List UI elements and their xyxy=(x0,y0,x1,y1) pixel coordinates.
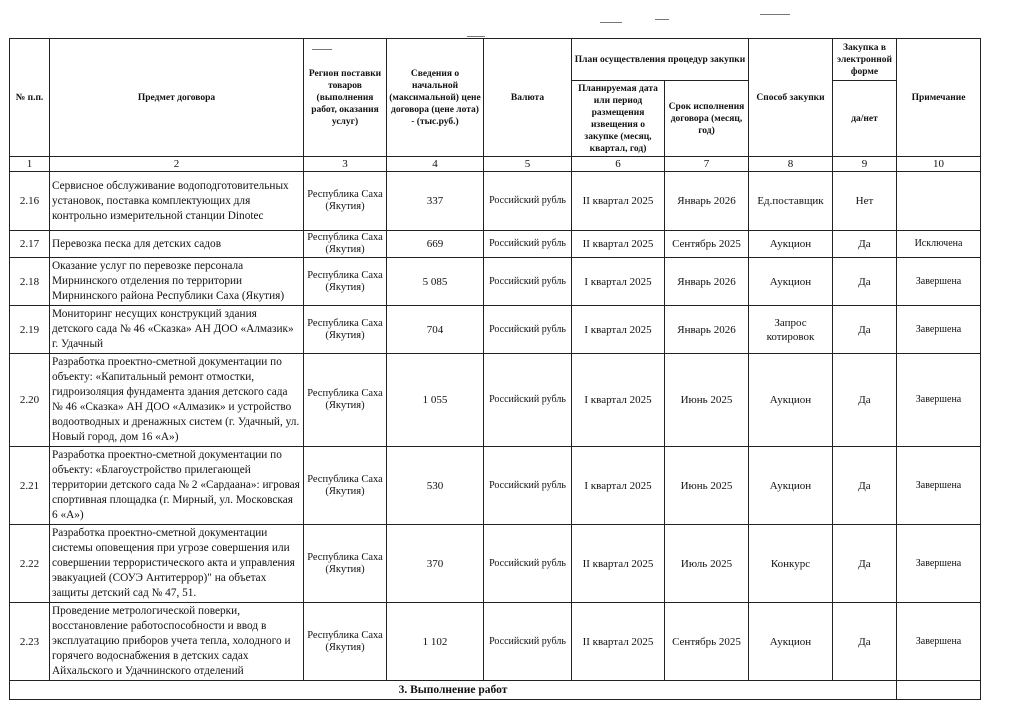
row-price: 1 055 xyxy=(387,354,484,447)
table-header xyxy=(10,39,981,172)
row-term: Январь 2026 xyxy=(665,258,749,306)
table-row xyxy=(10,172,981,231)
row-num: 2.18 xyxy=(10,258,50,306)
row-note: Завершена xyxy=(897,525,981,603)
procurement-plan-table xyxy=(9,38,981,700)
column-number: 10 xyxy=(897,157,981,172)
row-method: Аукцион xyxy=(749,231,833,258)
row-subject: Мониторинг несущих конструкций здания детского сада № 46 «Сказка» АН ДОО «Алмазик» г. Удачный xyxy=(50,306,304,354)
column-number: 4 xyxy=(387,157,484,172)
row-region: Республика Саха (Якутия) xyxy=(304,172,387,231)
row-price: 704 xyxy=(387,306,484,354)
column-number-row xyxy=(10,157,981,172)
row-method: Ед.поставщик xyxy=(749,172,833,231)
row-region: Республика Саха (Якутия) xyxy=(304,306,387,354)
row-planned: II квартал 2025 xyxy=(572,231,665,258)
row-subject: Перевозка песка для детских садов xyxy=(50,231,304,258)
row-term: Сентябрь 2025 xyxy=(665,231,749,258)
table-row xyxy=(10,603,981,681)
row-electronic: Да xyxy=(833,525,897,603)
row-region: Республика Саха (Якутия) xyxy=(304,231,387,258)
row-region: Республика Саха (Якутия) xyxy=(304,354,387,447)
table-row xyxy=(10,306,981,354)
row-price: 370 xyxy=(387,525,484,603)
row-electronic: Да xyxy=(833,231,897,258)
row-num: 2.21 xyxy=(10,447,50,525)
row-currency: Российский рубль xyxy=(484,306,572,354)
column-number: 5 xyxy=(484,157,572,172)
table-body xyxy=(10,172,981,700)
row-electronic: Да xyxy=(833,603,897,681)
column-number: 6 xyxy=(572,157,665,172)
row-note: Завершена xyxy=(897,447,981,525)
header-electronic: Закупка в электронной форме xyxy=(833,39,897,81)
header-note: Примечание xyxy=(897,39,981,157)
row-method: Аукцион xyxy=(749,354,833,447)
row-method: Аукцион xyxy=(749,258,833,306)
row-currency: Российский рубль xyxy=(484,354,572,447)
row-term: Сентябрь 2025 xyxy=(665,603,749,681)
column-number: 9 xyxy=(833,157,897,172)
row-planned: II квартал 2025 xyxy=(572,172,665,231)
row-subject: Проведение метрологической поверки, восстановление работоспособности и ввод в эксплуатацию приборов учета тепла, холодного и горячего водоснабжения в детских садах Айхальского и Удачнинского отделений xyxy=(50,603,304,681)
row-term: Январь 2026 xyxy=(665,306,749,354)
row-price: 1 102 xyxy=(387,603,484,681)
column-number: 7 xyxy=(665,157,749,172)
row-subject: Разработка проектно-сметной документации системы оповещения при угрозе совершения или совершении террористического акта и управления эвакуацией (СОУЭ Антитеррор)" на объетах защиты детский сад № 47, 51. xyxy=(50,525,304,603)
row-note: Завершена xyxy=(897,258,981,306)
row-electronic: Да xyxy=(833,354,897,447)
row-note: Завершена xyxy=(897,354,981,447)
row-method: Аукцион xyxy=(749,603,833,681)
row-electronic: Да xyxy=(833,306,897,354)
header-price: Сведения о начальной (максимальной) цене договора (цене лота) - (тыс.руб.) xyxy=(387,39,484,157)
row-term: Июль 2025 xyxy=(665,525,749,603)
row-note: Исключена xyxy=(897,231,981,258)
row-method: Аукцион xyxy=(749,447,833,525)
row-currency: Российский рубль xyxy=(484,447,572,525)
row-subject: Разработка проектно-сметной документации по объекту: «Благоустройство прилегающей территории детского сада № 2 «Сардаана»: игровая спортивная площадка (г. Мирный, ул. Московская 6 «А») xyxy=(50,447,304,525)
row-region: Республика Саха (Якутия) xyxy=(304,525,387,603)
row-num: 2.17 xyxy=(10,231,50,258)
row-planned: I квартал 2025 xyxy=(572,354,665,447)
column-number: 1 xyxy=(10,157,50,172)
table-row xyxy=(10,447,981,525)
row-method: Конкурс xyxy=(749,525,833,603)
row-currency: Российский рубль xyxy=(484,525,572,603)
row-price: 669 xyxy=(387,231,484,258)
row-num: 2.22 xyxy=(10,525,50,603)
header-electronic-sub: да/нет xyxy=(833,81,897,157)
row-price: 337 xyxy=(387,172,484,231)
table-row xyxy=(10,231,981,258)
row-price: 530 xyxy=(387,447,484,525)
column-number: 2 xyxy=(50,157,304,172)
row-currency: Российский рубль xyxy=(484,231,572,258)
row-region: Республика Саха (Якутия) xyxy=(304,603,387,681)
header-num: № п.п. xyxy=(10,39,50,157)
row-num: 2.23 xyxy=(10,603,50,681)
row-term: Июнь 2025 xyxy=(665,354,749,447)
row-subject: Сервисное обслуживание водоподготовительных установок, поставка комплектующих для контрольно измерительной станции Dinotec xyxy=(50,172,304,231)
row-note: Завершена xyxy=(897,603,981,681)
row-planned: II квартал 2025 xyxy=(572,525,665,603)
row-num: 2.16 xyxy=(10,172,50,231)
row-subject: Оказание услуг по перевозке персонала Мирнинского отделения по территории Мирнинского района Республики Саха (Якутия) xyxy=(50,258,304,306)
section-title: 3. Выполнение работ xyxy=(10,681,897,700)
row-planned: I квартал 2025 xyxy=(572,306,665,354)
row-note: Завершена xyxy=(897,306,981,354)
row-currency: Российский рубль xyxy=(484,603,572,681)
row-planned: I квартал 2025 xyxy=(572,447,665,525)
row-electronic: Нет xyxy=(833,172,897,231)
header-method: Способ закупки xyxy=(749,39,833,157)
row-region: Республика Саха (Якутия) xyxy=(304,447,387,525)
row-term: Январь 2026 xyxy=(665,172,749,231)
row-electronic: Да xyxy=(833,447,897,525)
header-term: Срок исполнения договора (месяц, год) xyxy=(665,81,749,157)
table-row xyxy=(10,258,981,306)
row-subject: Разработка проектно-сметной документации по объекту: «Капитальный ремонт отмостки, гидроизоляция фундамента здания детского сада № 46 «Сказка» АН ДОО «Алмазик» и устройство водоотводных и дренажных систем (г. Удачный, ул. Новый город, дом 16 «А») xyxy=(50,354,304,447)
row-num: 2.20 xyxy=(10,354,50,447)
row-planned: II квартал 2025 xyxy=(572,603,665,681)
section-row xyxy=(10,681,981,700)
row-region: Республика Саха (Якутия) xyxy=(304,258,387,306)
header-currency: Валюта xyxy=(484,39,572,157)
row-note xyxy=(897,172,981,231)
header-plan-group: План осуществления процедур закупки xyxy=(572,39,749,81)
row-term: Июнь 2025 xyxy=(665,447,749,525)
row-num: 2.19 xyxy=(10,306,50,354)
header-subject: Предмет договора xyxy=(50,39,304,157)
row-planned: I квартал 2025 xyxy=(572,258,665,306)
table-row xyxy=(10,525,981,603)
row-electronic: Да xyxy=(833,258,897,306)
table-row xyxy=(10,354,981,447)
row-currency: Российский рубль xyxy=(484,172,572,231)
header-region: Регион поставки товаров (выполнения работ, оказания услуг) xyxy=(304,39,387,157)
row-currency: Российский рубль xyxy=(484,258,572,306)
column-number: 8 xyxy=(749,157,833,172)
section-note-cell xyxy=(897,681,981,700)
row-price: 5 085 xyxy=(387,258,484,306)
header-planned-date: Планируемая дата или период размещения извещения о закупке (месяц, квартал, год) xyxy=(572,81,665,157)
row-method: Запрос котировок xyxy=(749,306,833,354)
column-number: 3 xyxy=(304,157,387,172)
